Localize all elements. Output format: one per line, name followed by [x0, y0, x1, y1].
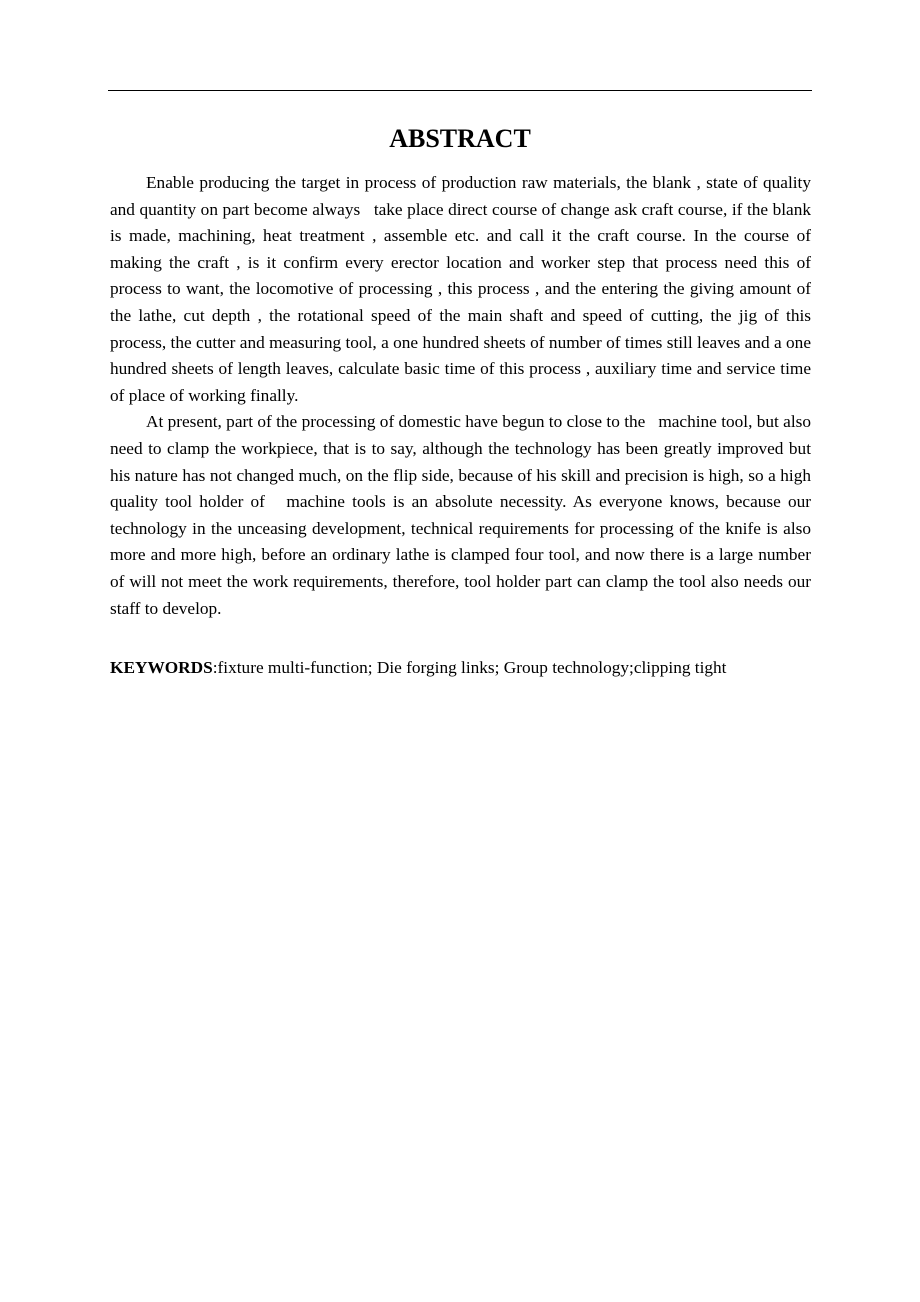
abstract-body: [110, 170, 811, 622]
header-rule: [108, 90, 812, 91]
abstract-title: ABSTRACT: [389, 124, 531, 153]
keywords-line: [110, 655, 811, 682]
keywords-text: :fixture multi-function; Die forging links; Group technology;clipping tight: [212, 658, 727, 677]
abstract-paragraph-2: At present, part of the processing of domestic have begun to close to the machine tool, but also need to clamp the workpiece, that is to say, although the technology has been greatly improved but his nature has not changed much, on the flip side, because of his skill and precision is high, so a high quality tool holder of machine tools is an absolute necessity. As everyone knows, because our technology in the unceasing development, technical requirements for processing of the knife is also more and more high, before an ordinary lathe is clamped four tool, and now there is a large number of will not meet the work requirements, therefore, tool holder part can clamp the tool also needs our staff to develop.: [110, 412, 811, 618]
keywords-label: KEYWORDS: [110, 658, 213, 677]
abstract-paragraph-1: Enable producing the target in process of production raw materials, the blank , state of quality and quantity on part become always take place direct course of change ask craft course, if the blank is made, machining, heat treatment , assemble etc. and call it the craft course. In the course of making the craft , is it confirm every erector location and worker step that process need this of process to want, the locomotive of processing , this process , and the entering the giving amount of the lathe, cut depth , the rotational speed of the main shaft and speed of cutting, the jig of this process, the cutter and measuring tool, a one hundred sheets of number of times still leaves and a one hundred sheets of length leaves, calculate basic time of this process , auxiliary time and service time of place of working finally.: [110, 173, 811, 405]
